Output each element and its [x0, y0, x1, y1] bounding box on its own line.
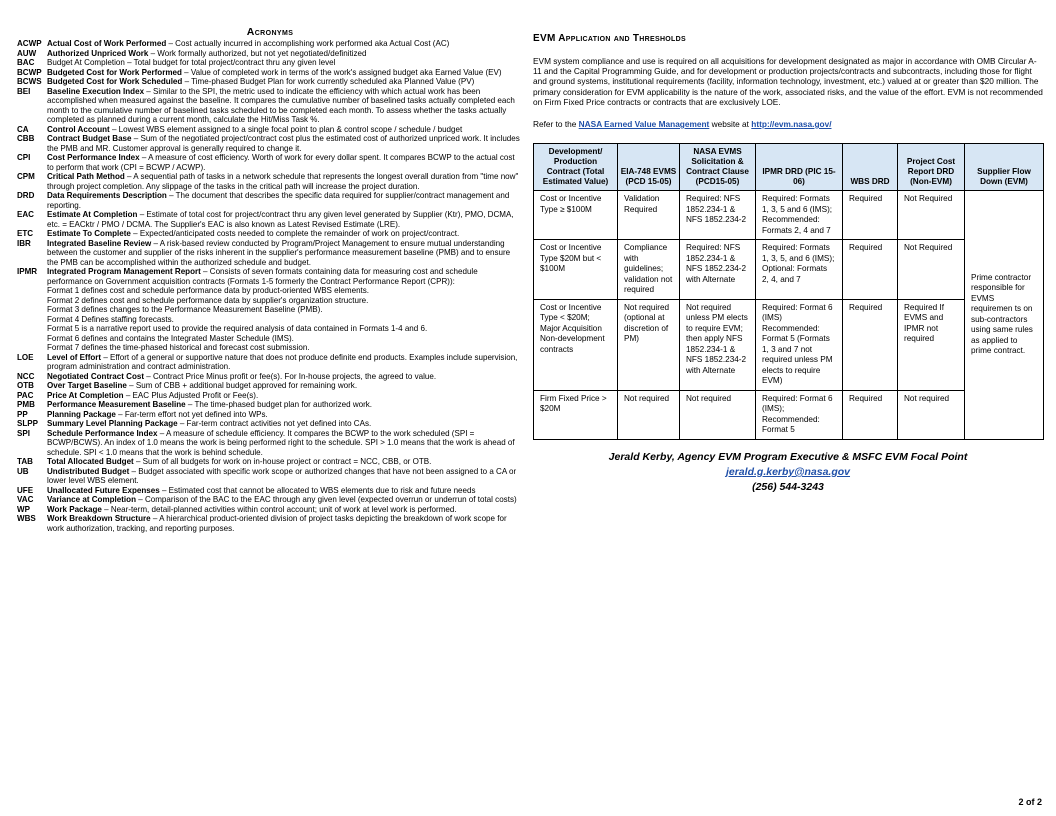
acronym-definition — [47, 353, 523, 372]
table-body — [534, 191, 1044, 440]
acronym-desc: Budget At Completion – Total budget for total project/contract thru any given level — [47, 58, 336, 67]
acronym-definition — [47, 87, 523, 125]
acronym-desc: – Expected/anticipated costs needed to complete the remainder of work on project/contract. — [130, 229, 460, 238]
acronym-term: Performance Measurement Baseline — [47, 400, 186, 409]
table-cell: Required — [843, 240, 898, 300]
acronym-abbr: NCC — [17, 371, 35, 381]
acronym-abbr: UFE — [17, 485, 34, 495]
acronym-row — [17, 229, 523, 239]
acronym-abbr: CPM — [17, 172, 35, 181]
acronym-term: Budgeted Cost for Work Performed — [47, 67, 182, 77]
acronym-term: Estimate At Completion — [47, 210, 138, 219]
acronym-abbr: PMB — [17, 400, 35, 409]
acronym-term: Summary Level Planning Package — [47, 419, 178, 428]
acronym-list — [17, 39, 523, 533]
acronym-definition — [47, 39, 523, 49]
table-header-row — [534, 144, 1044, 191]
acronym-definition — [47, 457, 523, 467]
acronym-row — [17, 49, 523, 59]
nasa-evm-link[interactable]: NASA Earned Value Management — [578, 119, 710, 130]
acronym-desc: – Sum of CBB + additional budget approved for remaining work. — [126, 381, 358, 390]
table-header-cell: IPMR DRD (PIC 15-06) — [756, 144, 843, 191]
table-cell: Required: NFS 1852.234-1 & NFS 1852.234-2 — [680, 191, 756, 240]
acronym-term: Contract Budget Base — [47, 134, 132, 143]
acronym-term: Cost Performance Index — [47, 153, 140, 162]
acronym-definition — [47, 486, 523, 496]
acronym-abbr: BCWS — [17, 77, 42, 86]
table-cell: Required: Format 6 (IMS) Recommended: Format 5 (Formats 1, 3 and 7 not required unless PM elects to require EVM) — [756, 299, 843, 390]
acronym-definition — [47, 239, 523, 268]
evm-paragraph: EVM system compliance and use is required on all acquisitions for development designated as major in accordance with OMB Circular A-11 and the Capital Programming Guide, and for development or production projects/contracts and subcontracts, including those for flight and ground systems, institutional requirements (facility, information technology, investment, etc.) valued at or greater than $20 million. The primary consideration for EVM applicability is the nature of the work, associated risks, and the value of the effort. EVM is not recommended on Firm Fixed Price contracts or contracts that are exclusively LOE. — [533, 56, 1043, 107]
acronyms-title: Acronyms — [246, 26, 294, 38]
table-header-cell: EIA-748 EVMS (PCD 15-05) — [618, 144, 680, 191]
acronyms-column — [17, 26, 523, 533]
acronym-term: Authorized Unpriced Work — [47, 48, 149, 58]
acronym-desc: – A sequential path of tasks in a network schedule that represents the longest overall duration from "time now" through project completion. Any slippage of the tasks in the critical path will increase the project duration. — [47, 172, 519, 191]
table-cell: Required — [843, 191, 898, 240]
table-cell: Not Required — [898, 240, 965, 300]
acronym-definition — [47, 191, 523, 210]
table-header-cell: WBS DRD — [843, 144, 898, 191]
acronym-abbr: ETC — [17, 229, 34, 238]
table-cell: Required: Formats 1, 3, 5, and 6 (IMS); Optional: Formats 2, 4, and 7 — [756, 240, 843, 300]
table-cell: Not required — [618, 390, 680, 439]
evm-section-title: EVM Application and Thresholds — [533, 33, 686, 44]
acronym-definition — [47, 467, 523, 486]
acronym-row — [17, 58, 523, 68]
acronym-row — [17, 495, 523, 505]
table-cell: Required — [843, 390, 898, 439]
acronym-desc: – Lowest WBS element assigned to a single focal point to plan & control scope / schedule / budget — [109, 124, 463, 134]
acronym-definition — [47, 400, 523, 410]
acronym-definition — [47, 125, 523, 135]
acronym-desc: – A measure of schedule efficiency. It compares the BCWP to the work scheduled (SPI = BCWP/BCWS). An index of 1.0 means the work is being performed right to the schedule. SPI > 1.0 means that the work is ahead of schedule. SPI < 1.0 means that the work is behind schedule. — [47, 428, 515, 457]
acronym-row — [17, 381, 523, 391]
acronym-row — [17, 191, 523, 210]
acronym-abbr: CPI — [17, 153, 31, 162]
table-cell: Required: Formats 1, 3, 5 and 6 (IMS); Recommended: Formats 2, 4 and 7 — [756, 191, 843, 240]
acronym-row — [17, 505, 523, 515]
table-header-cell: NASA EVMS Solicitation & Contract Clause (PCD15-05) — [680, 144, 756, 191]
acronym-abbr: SLPP — [17, 419, 39, 428]
acronym-desc: – The time-phased budget plan for authorized work. — [185, 400, 373, 409]
acronym-row — [17, 353, 523, 372]
acronym-abbr: CBB — [17, 134, 35, 143]
acronym-row — [17, 210, 523, 229]
table-cell: Not required — [898, 390, 965, 439]
table-header-cell: Development/ Production Contract (Total Estimated Value) — [534, 144, 618, 191]
table-cell: Cost or Incentive Type < $20M; Major Acquisition Non-development contracts — [534, 299, 618, 390]
acronym-abbr: PAC — [17, 390, 34, 400]
acronym-row — [17, 39, 523, 49]
acronym-row — [17, 400, 523, 410]
evm-refer — [533, 119, 1043, 129]
acronym-abbr: IBR — [17, 238, 31, 248]
acronym-row — [17, 486, 523, 496]
acronym-definition — [47, 429, 523, 458]
table-header-cell: Supplier Flow Down (EVM) — [965, 144, 1044, 191]
supplier-flowdown-cell: Prime contractor responsible for EVMS requiremen ts on sub-contractors using same rules as applied to prime contract. — [965, 191, 1044, 440]
acronym-abbr: VAC — [17, 495, 34, 504]
acronym-row — [17, 429, 523, 458]
acronym-definition — [47, 229, 523, 239]
acronym-desc: – The document that describes the specific data required for supplier/contract management and reporting. — [47, 191, 510, 210]
acronym-desc: – Far-term contract activities not yet defined into CAs. — [177, 419, 372, 428]
table-cell: Validation Required — [618, 191, 680, 240]
acronym-definition — [47, 410, 523, 420]
acronym-row — [17, 153, 523, 172]
table-cell: Not required (optional at discretion of PM) — [618, 299, 680, 390]
evm-column — [533, 26, 1043, 495]
acronym-definition — [47, 495, 523, 505]
table-row — [534, 191, 1044, 240]
acronym-abbr: BEI — [17, 86, 31, 96]
acronym-desc: – A hierarchical product-oriented division of project tasks depicting the breakdown of work scope for work authorization, tracking, and reporting purposes. — [47, 514, 507, 533]
acronym-definition — [47, 153, 523, 172]
acronym-abbr: WBS — [17, 514, 36, 523]
acronym-term: Estimate To Complete — [47, 229, 131, 238]
acronym-term: Integrated Baseline Review — [47, 238, 152, 248]
acronym-desc: – Similar to the SPI, the metric used to indicate the efficiency with which actual work has been accomplished when measured against the baseline. It compares the cumulative number of baselined tasks actually completed each month to the cumulative number of baselined tasks scheduled to be completed each month. To assess whether the tasks actually completed as planned during a current month, calculate the Hit/Miss Task %. — [47, 86, 515, 124]
acronym-abbr: CA — [17, 124, 29, 134]
acronym-abbr: UB — [17, 466, 29, 476]
acronym-row — [17, 457, 523, 467]
contact-phone: (256) 544-3243 — [752, 480, 824, 493]
acronym-definition — [47, 514, 523, 533]
acronym-desc: – Near-term, detail-planned activities within control account; unit of work at level work is performed. — [101, 504, 457, 514]
contact-name: Jerald Kerby, Agency EVM Program Executive & MSFC EVM Focal Point — [608, 450, 968, 463]
acronym-row — [17, 134, 523, 153]
acronym-term: Unallocated Future Expenses — [47, 485, 160, 495]
acronym-row — [17, 391, 523, 401]
acronym-row — [17, 410, 523, 420]
acronym-desc: – Contract Price Minus profit or fee(s). For In-house projects, the agreed to value. — [144, 371, 437, 381]
acronym-term: Schedule Performance Index — [47, 428, 158, 438]
table-cell: Required: Format 6 (IMS); Recommended: Format 5 — [756, 390, 843, 439]
table-cell: Firm Fixed Price > $20M — [534, 390, 618, 439]
acronym-term: Baseline Execution Index — [47, 86, 145, 96]
table-cell: Required If EVMS and IPMR not required — [898, 299, 965, 390]
acronym-desc: – Comparison of the BAC to the EAC through any given level (expected overrun or underrun of total costs) — [136, 495, 517, 504]
acronym-definition — [47, 68, 523, 78]
acronym-desc: – Work formally authorized, but not yet negotiated/definitized — [148, 48, 367, 58]
acronym-term: Price At Completion — [47, 390, 124, 400]
acronym-abbr: SPI — [17, 428, 30, 438]
acronym-desc: – Cost actually incurred in accomplishing work performed aka Actual Cost (AC) — [166, 39, 450, 48]
contact-footer — [533, 450, 1043, 495]
acronym-definition — [47, 381, 523, 391]
acronym-term: Undistributed Budget — [47, 466, 130, 476]
acronym-term: Variance at Completion — [47, 495, 136, 504]
acronym-abbr: ACWP — [17, 39, 42, 48]
acronym-term: Planning Package — [47, 409, 116, 419]
table-cell: Not required — [680, 390, 756, 439]
acronym-desc: – Sum of all budgets for work on in-house project or contract = NCC, CBB, or OTB. — [133, 457, 432, 466]
acronym-definition — [47, 419, 523, 429]
table-cell: Cost or Incentive Type $20M but < $100M — [534, 240, 618, 300]
acronym-term: Critical Path Method — [47, 172, 125, 181]
acronym-term: Budgeted Cost for Work Scheduled — [47, 77, 183, 86]
acronym-abbr: PP — [17, 409, 28, 419]
acronym-desc: – Effort of a general or supportive nature that does not produce definite end products. Examples include supervision, program administration and contract administration. — [47, 352, 518, 371]
acronym-definition — [47, 505, 523, 515]
table-cell: Required: NFS 1852.234-1 & NFS 1852.234-2 with Alternate — [680, 240, 756, 300]
acronym-row — [17, 419, 523, 429]
refer-prefix: Refer to the — [533, 119, 579, 130]
acronym-definition — [47, 49, 523, 59]
acronym-term: Integrated Program Management Report — [47, 267, 201, 276]
acronym-definition — [47, 267, 523, 353]
acronym-abbr: EAC — [17, 210, 34, 219]
acronym-row — [17, 467, 523, 486]
table-header-cell: Project Cost Report DRD (Non-EVM) — [898, 144, 965, 191]
acronym-desc: – Budget associated with specific work scope or authorized changes that have not been assigned to a CA or lower level WBS element. — [47, 466, 517, 485]
acronym-abbr: OTB — [17, 381, 34, 390]
table-cell: Required — [843, 299, 898, 390]
acronym-definition — [47, 172, 523, 191]
acronym-term: Level of Effort — [47, 352, 102, 362]
acronym-row — [17, 372, 523, 382]
table-cell: Not required unless PM elects to require EVM; then apply NFS 1852.234-1 & NFS 1852.234-2 with Alternate — [680, 299, 756, 390]
acronym-desc: – Far-term effort not yet defined into WPs. — [115, 409, 268, 419]
acronym-desc: – Time-phased Budget Plan for work currently scheduled aka Planned Value (PV) — [182, 77, 475, 86]
acronym-desc: – EAC Plus Adjusted Profit or Fee(s). — [123, 390, 259, 400]
acronym-row — [17, 239, 523, 268]
acronym-abbr: LOE — [17, 352, 34, 362]
acronym-term: Control Account — [47, 124, 110, 134]
acronym-definition — [47, 372, 523, 382]
evm-url-link[interactable]: http://evm.nasa.gov/ — [751, 119, 832, 130]
acronym-term: Actual Cost of Work Performed — [47, 39, 167, 48]
acronym-abbr: BAC — [17, 58, 35, 67]
acronym-term: Work Package — [47, 504, 102, 514]
acronym-row — [17, 68, 523, 78]
acronym-abbr: WP — [17, 504, 30, 514]
acronym-row — [17, 87, 523, 125]
acronym-desc: – Value of completed work in terms of the work's assigned budget aka Earned Value (EV) — [181, 67, 502, 77]
evm-threshold-table — [533, 143, 1044, 440]
contact-email-link[interactable]: jerald.g.kerby@nasa.gov — [725, 465, 851, 478]
table-cell: Cost or Incentive Type ≥ $100M — [534, 191, 618, 240]
table-cell: Not Required — [898, 191, 965, 240]
acronym-row — [17, 267, 523, 353]
acronym-desc: – Sum of the negotiated project/contract cost plus the estimated cost of authorized unpriced work. It includes the PMB and MR. Customer approval is generally required to change it. — [47, 134, 520, 153]
acronym-term: Work Breakdown Structure — [47, 514, 151, 523]
acronym-row — [17, 514, 523, 533]
acronym-term: Data Requirements Description — [47, 191, 167, 200]
acronym-desc: – Estimated cost that cannot be allocated to WBS elements due to risk and future needs — [159, 485, 476, 495]
acronym-row — [17, 125, 523, 135]
acronym-row — [17, 172, 523, 191]
table-cell: Compliance with guidelines; validation not required — [618, 240, 680, 300]
acronym-term: Over Target Baseline — [47, 381, 127, 390]
acronym-desc: – A risk-based review conducted by Program/Project Management to ensure mutual understanding between the customer and supplier of the risks inherent in the supplier's performance measurement baseline (PMB) and to ensure the PMB can be accomplished within the authorized schedule and budget. — [47, 238, 511, 267]
acronym-desc: – Consists of seven formats containing data for measuring cost and schedule performance on Government acquisition contracts (Formats 1-5 formerly the Contract Performance Report (CPR)): Format 1 defines cost and schedule performance data by product-oriented WBS elements. Format 2 defines cost and schedule performance data by supplier's organization structure. Format 3 defines changes to the Performance Measurement Baseline (PMB). Format 4 Defines staffing forecasts. Format 5 is a narrative report used to provide the required analysis of data contained in Formats 1-4 and 6. Format 6 defines and contains the Integrated Master Schedule (IMS). Format 7 defines the time-phased historical and forecast cost submission. — [47, 267, 478, 352]
acronym-definition — [47, 77, 523, 87]
acronym-definition — [47, 210, 523, 229]
acronym-term: Negotiated Contract Cost — [47, 371, 145, 381]
acronym-definition — [47, 58, 523, 68]
acronym-definition — [47, 391, 523, 401]
acronym-desc: – Estimate of total cost for project/contract thru any given level generated by Supplier (Ktr), PMO, DCMA, etc. = EACktr / PMO / DCMA. The Supplier's EAC is also known as Latest Revised Estimate (LRE). — [47, 210, 514, 229]
acronym-desc: – A measure of cost efficiency. Worth of work for every dollar spent. It compares BCWP to the actual cost to perform that work (CPI = BCWP / ACWP). — [47, 153, 515, 172]
acronym-abbr: TAB — [17, 457, 33, 466]
acronym-abbr: IPMR — [17, 267, 38, 276]
acronym-row — [17, 77, 523, 87]
acronym-abbr: BCWP — [17, 67, 42, 77]
refer-mid: website at — [709, 119, 752, 130]
acronym-term: Total Allocated Budget — [47, 457, 134, 466]
acronym-abbr: AUW — [17, 48, 37, 58]
page-number: 2 of 2 — [1018, 797, 1042, 807]
acronym-abbr: DRD — [17, 191, 35, 200]
acronym-definition — [47, 134, 523, 153]
